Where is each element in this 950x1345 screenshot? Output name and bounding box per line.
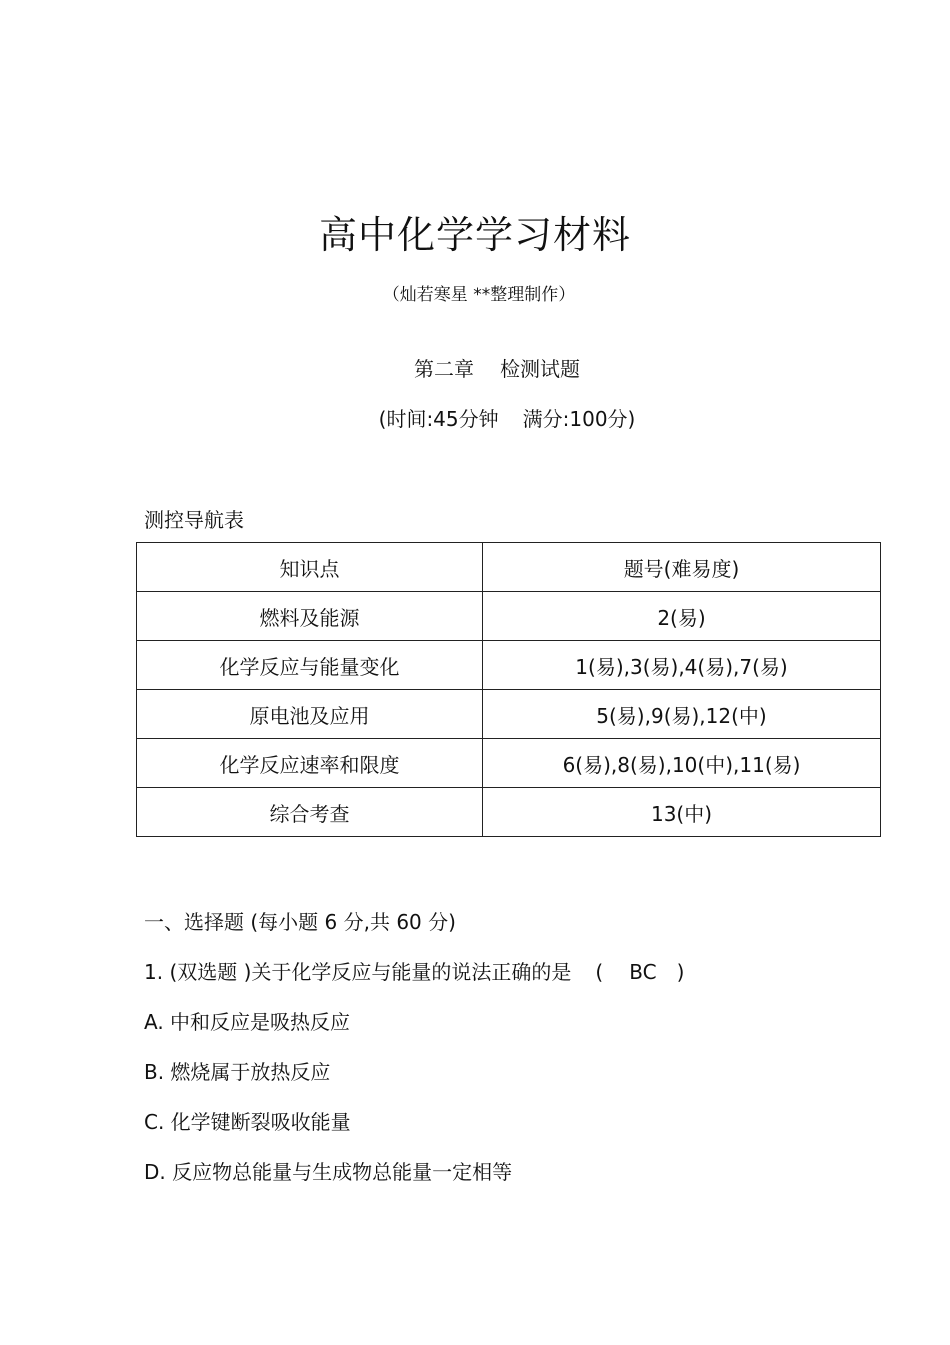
header-knowledge-point: 知识点: [137, 543, 483, 592]
exam-score: 满分:100分): [522, 407, 636, 431]
answer-paren-close: ): [676, 960, 685, 984]
question-text: 1. (双选题 )关于化学反应与能量的说法正确的是: [144, 960, 572, 984]
question-number-cell: 13(中): [483, 788, 881, 837]
test-name: 检测试题: [500, 357, 580, 381]
table-row: [137, 739, 881, 788]
table-row: [137, 641, 881, 690]
knowledge-point-cell: 化学反应速率和限度: [137, 739, 483, 788]
exam-time: (时间:45分钟: [378, 407, 499, 431]
navigation-table: [136, 542, 881, 837]
document-subtitle: （灿若寒星 **整理制作）: [382, 285, 576, 305]
question-number-cell: 2(易): [483, 592, 881, 641]
header-question-number: 题号(难易度): [483, 543, 881, 592]
table-row: [137, 690, 881, 739]
table-row: [137, 788, 881, 837]
table-header-row: [137, 543, 881, 592]
chapter-heading: [22, 355, 950, 383]
answer-bracket: [595, 958, 684, 986]
answer-text: BC: [629, 960, 657, 984]
option-a: A. 中和反应是吸热反应: [144, 1010, 351, 1034]
option-c: C. 化学键断裂吸收能量: [144, 1110, 351, 1134]
knowledge-point-cell: 综合考查: [137, 788, 483, 837]
knowledge-point-cell: 原电池及应用: [137, 690, 483, 739]
option-d: D. 反应物总能量与生成物总能量一定相等: [144, 1160, 513, 1184]
knowledge-point-cell: 燃料及能源: [137, 592, 483, 641]
answer-paren-open: (: [595, 960, 604, 984]
document-title: 高中化学学习材料: [318, 213, 631, 257]
question-number-cell: 1(易),3(易),4(易),7(易): [483, 641, 881, 690]
table-row: [137, 592, 881, 641]
exam-info: [32, 405, 950, 433]
table-caption: 测控导航表: [144, 508, 244, 532]
question-number-cell: 5(易),9(易),12(中): [483, 690, 881, 739]
option-b: B. 燃烧属于放热反应: [144, 1060, 331, 1084]
chapter-name: 第二章: [414, 357, 474, 381]
question-number-cell: 6(易),8(易),10(中),11(易): [483, 739, 881, 788]
question-stem: [144, 958, 684, 986]
section-heading: 一、选择题 (每小题 6 分,共 60 分): [144, 910, 456, 934]
knowledge-point-cell: 化学反应与能量变化: [137, 641, 483, 690]
